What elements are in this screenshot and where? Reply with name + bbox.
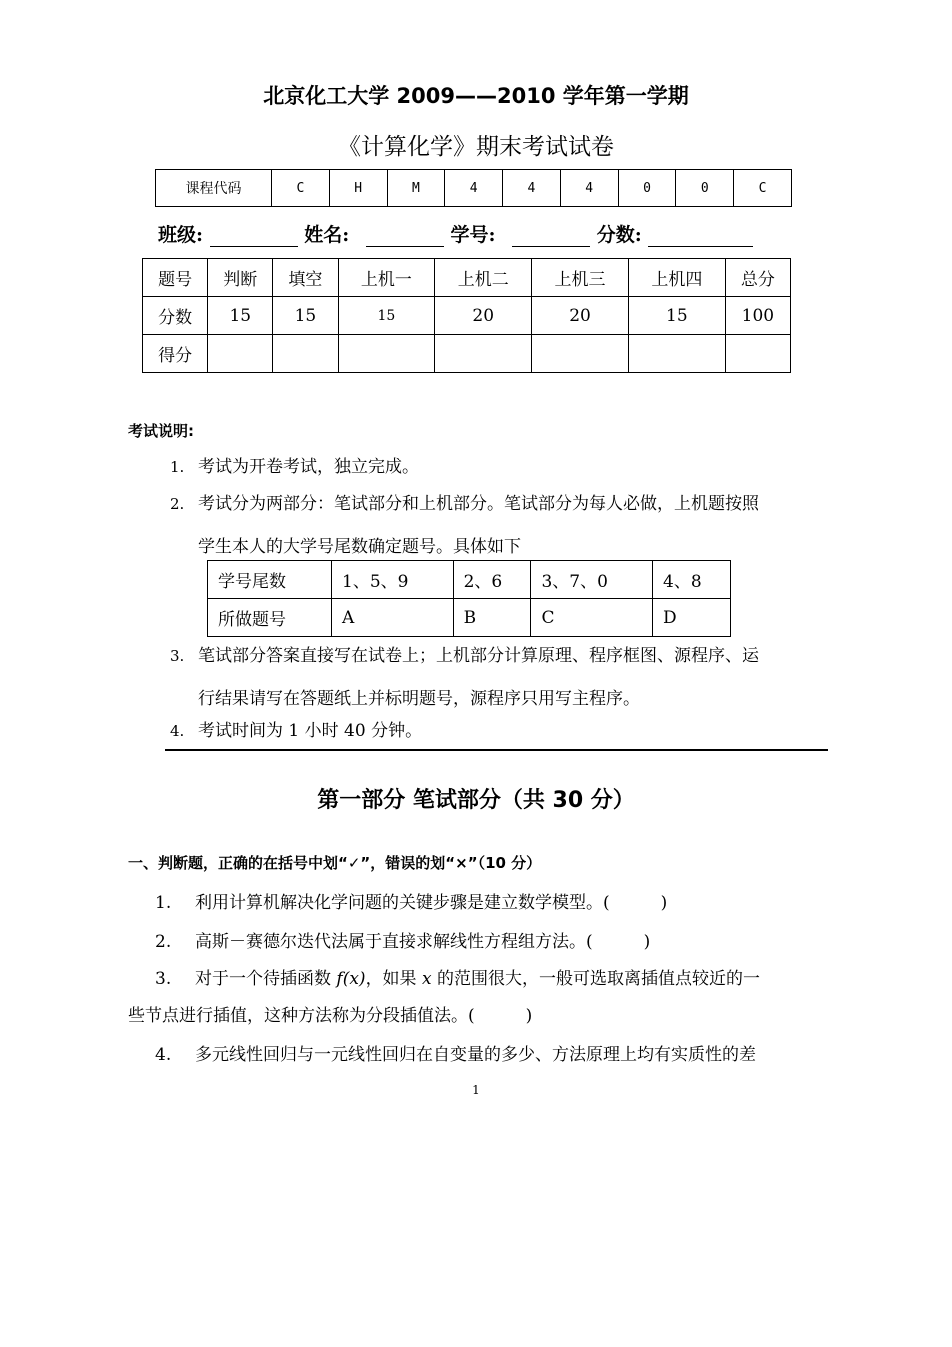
- instruction-item: [170, 712, 422, 750]
- table-cell: 15: [628, 297, 725, 335]
- table-cell: 上机二: [435, 259, 532, 297]
- question-continuation: 些节点进行插值，这种方法称为分段插值法。( ): [128, 1006, 533, 1026]
- course-code-char: H: [329, 170, 387, 207]
- student-id-field[interactable]: [512, 226, 590, 247]
- table-cell: 20: [435, 297, 532, 335]
- course-code-char: 4: [503, 170, 561, 207]
- score-input-cell[interactable]: [208, 335, 273, 373]
- instruction-text: 考试分为两部分：笔试部分和上机部分。笔试部分为每人必做，上机题按照: [198, 494, 759, 514]
- question-item: [155, 964, 760, 989]
- table-row: [143, 335, 791, 373]
- part-title: 第一部分 笔试部分（共 30 分）: [317, 788, 635, 813]
- question-text: 利用计算机解决化学问题的关键步骤是建立数学模型。( ): [195, 893, 668, 913]
- table-row: [143, 297, 791, 335]
- table-cell: 1、5、9: [332, 561, 454, 599]
- table-cell: 15: [273, 297, 338, 335]
- table-cell: C: [531, 599, 653, 637]
- score-input-cell[interactable]: [628, 335, 725, 373]
- variable-symbol: x: [421, 969, 432, 989]
- function-symbol: f(x): [336, 969, 366, 989]
- table-cell: 学号尾数: [208, 561, 332, 599]
- course-code-char: C: [272, 170, 330, 207]
- table-cell: 15: [338, 297, 435, 335]
- student-id-label: 学号:: [450, 224, 496, 246]
- section-title: 一、判断题，正确的在括号中划“✓”，错误的划“×”（10 分）: [128, 854, 542, 872]
- table-cell: 2、6: [453, 561, 531, 599]
- page-number: 1: [472, 1083, 480, 1097]
- table-cell: 上机四: [628, 259, 725, 297]
- table-cell: 填空: [273, 259, 338, 297]
- question-item: [155, 888, 667, 913]
- score-input-cell[interactable]: [532, 335, 629, 373]
- course-code-char: 4: [560, 170, 618, 207]
- instruction-continuation: 学生本人的大学号尾数确定题号。具体如下: [198, 537, 521, 557]
- table-cell: A: [332, 599, 454, 637]
- question-text: 的范围很大，一般可选取离插值点较近的一: [431, 969, 760, 989]
- question-number: 3.: [155, 969, 172, 989]
- instruction-number: 2.: [170, 495, 185, 513]
- question-item: [155, 1040, 756, 1065]
- course-code-table: [155, 169, 792, 207]
- instruction-item: [170, 637, 759, 675]
- course-code-char: M: [387, 170, 445, 207]
- instruction-item: [170, 448, 419, 486]
- table-cell: 3、7、0: [531, 561, 653, 599]
- table-cell: 分数: [143, 297, 208, 335]
- score-input-cell[interactable]: [725, 335, 790, 373]
- question-number: 1.: [155, 893, 172, 913]
- score-table: [142, 258, 791, 373]
- exam-header-title: 北京化工大学 2009——2010 学年第一学期: [263, 84, 689, 108]
- instruction-text: 笔试部分答案直接写在试卷上；上机部分计算原理、程序框图、源程序、运: [198, 646, 759, 666]
- instruction-number: 4.: [170, 722, 185, 740]
- question-item: [155, 927, 650, 952]
- class-label: 班级:: [158, 224, 204, 246]
- table-cell: 上机一: [338, 259, 435, 297]
- table-cell: 总分: [725, 259, 790, 297]
- instruction-continuation: 行结果请写在答题纸上并标明题号，源程序只用写主程序。: [198, 689, 640, 709]
- course-code-label: 课程代码: [156, 170, 272, 207]
- table-cell: 题号: [143, 259, 208, 297]
- table-row: [208, 561, 731, 599]
- instructions-title: 考试说明:: [128, 422, 194, 440]
- exam-subtitle: 《计算化学》期末考试试卷: [338, 134, 614, 160]
- question-number: 4.: [155, 1045, 172, 1065]
- course-code-char: 4: [445, 170, 503, 207]
- table-row: [208, 599, 731, 637]
- question-text: ，如果: [365, 969, 422, 989]
- instruction-number: 1.: [170, 458, 185, 476]
- course-code-char: 0: [618, 170, 676, 207]
- score-field[interactable]: [648, 226, 753, 247]
- question-text: 对于一个待插函数: [195, 969, 337, 989]
- table-cell: B: [453, 599, 531, 637]
- question-text: 高斯－赛德尔迭代法属于直接求解线性方程组方法。( ): [195, 932, 651, 952]
- score-input-cell[interactable]: [435, 335, 532, 373]
- question-number: 2.: [155, 932, 172, 952]
- name-field[interactable]: [366, 226, 444, 247]
- id-suffix-table: [207, 560, 731, 637]
- table-cell: 得分: [143, 335, 208, 373]
- student-info-line: [158, 220, 753, 247]
- score-label: 分数:: [596, 224, 642, 246]
- table-cell: 20: [532, 297, 629, 335]
- table-cell: 4、8: [653, 561, 731, 599]
- score-input-cell[interactable]: [273, 335, 338, 373]
- instruction-number: 3.: [170, 647, 185, 665]
- table-cell: 100: [725, 297, 790, 335]
- course-code-char: C: [734, 170, 792, 207]
- table-cell: 上机三: [532, 259, 629, 297]
- table-cell: 15: [208, 297, 273, 335]
- table-cell: D: [653, 599, 731, 637]
- course-code-char: 0: [676, 170, 734, 207]
- table-cell: 所做题号: [208, 599, 332, 637]
- table-cell: 判断: [208, 259, 273, 297]
- name-label: 姓名:: [304, 224, 350, 246]
- table-row: [143, 259, 791, 297]
- section-divider: [165, 749, 828, 751]
- instruction-item: [170, 485, 759, 523]
- instruction-text: 考试为开卷考试，独立完成。: [198, 457, 419, 477]
- score-input-cell[interactable]: [338, 335, 435, 373]
- class-field[interactable]: [210, 226, 298, 247]
- question-text: 多元线性回归与一元线性回归在自变量的多少、方法原理上均有实质性的差: [195, 1045, 756, 1065]
- instruction-text: 考试时间为 1 小时 40 分钟。: [198, 721, 423, 741]
